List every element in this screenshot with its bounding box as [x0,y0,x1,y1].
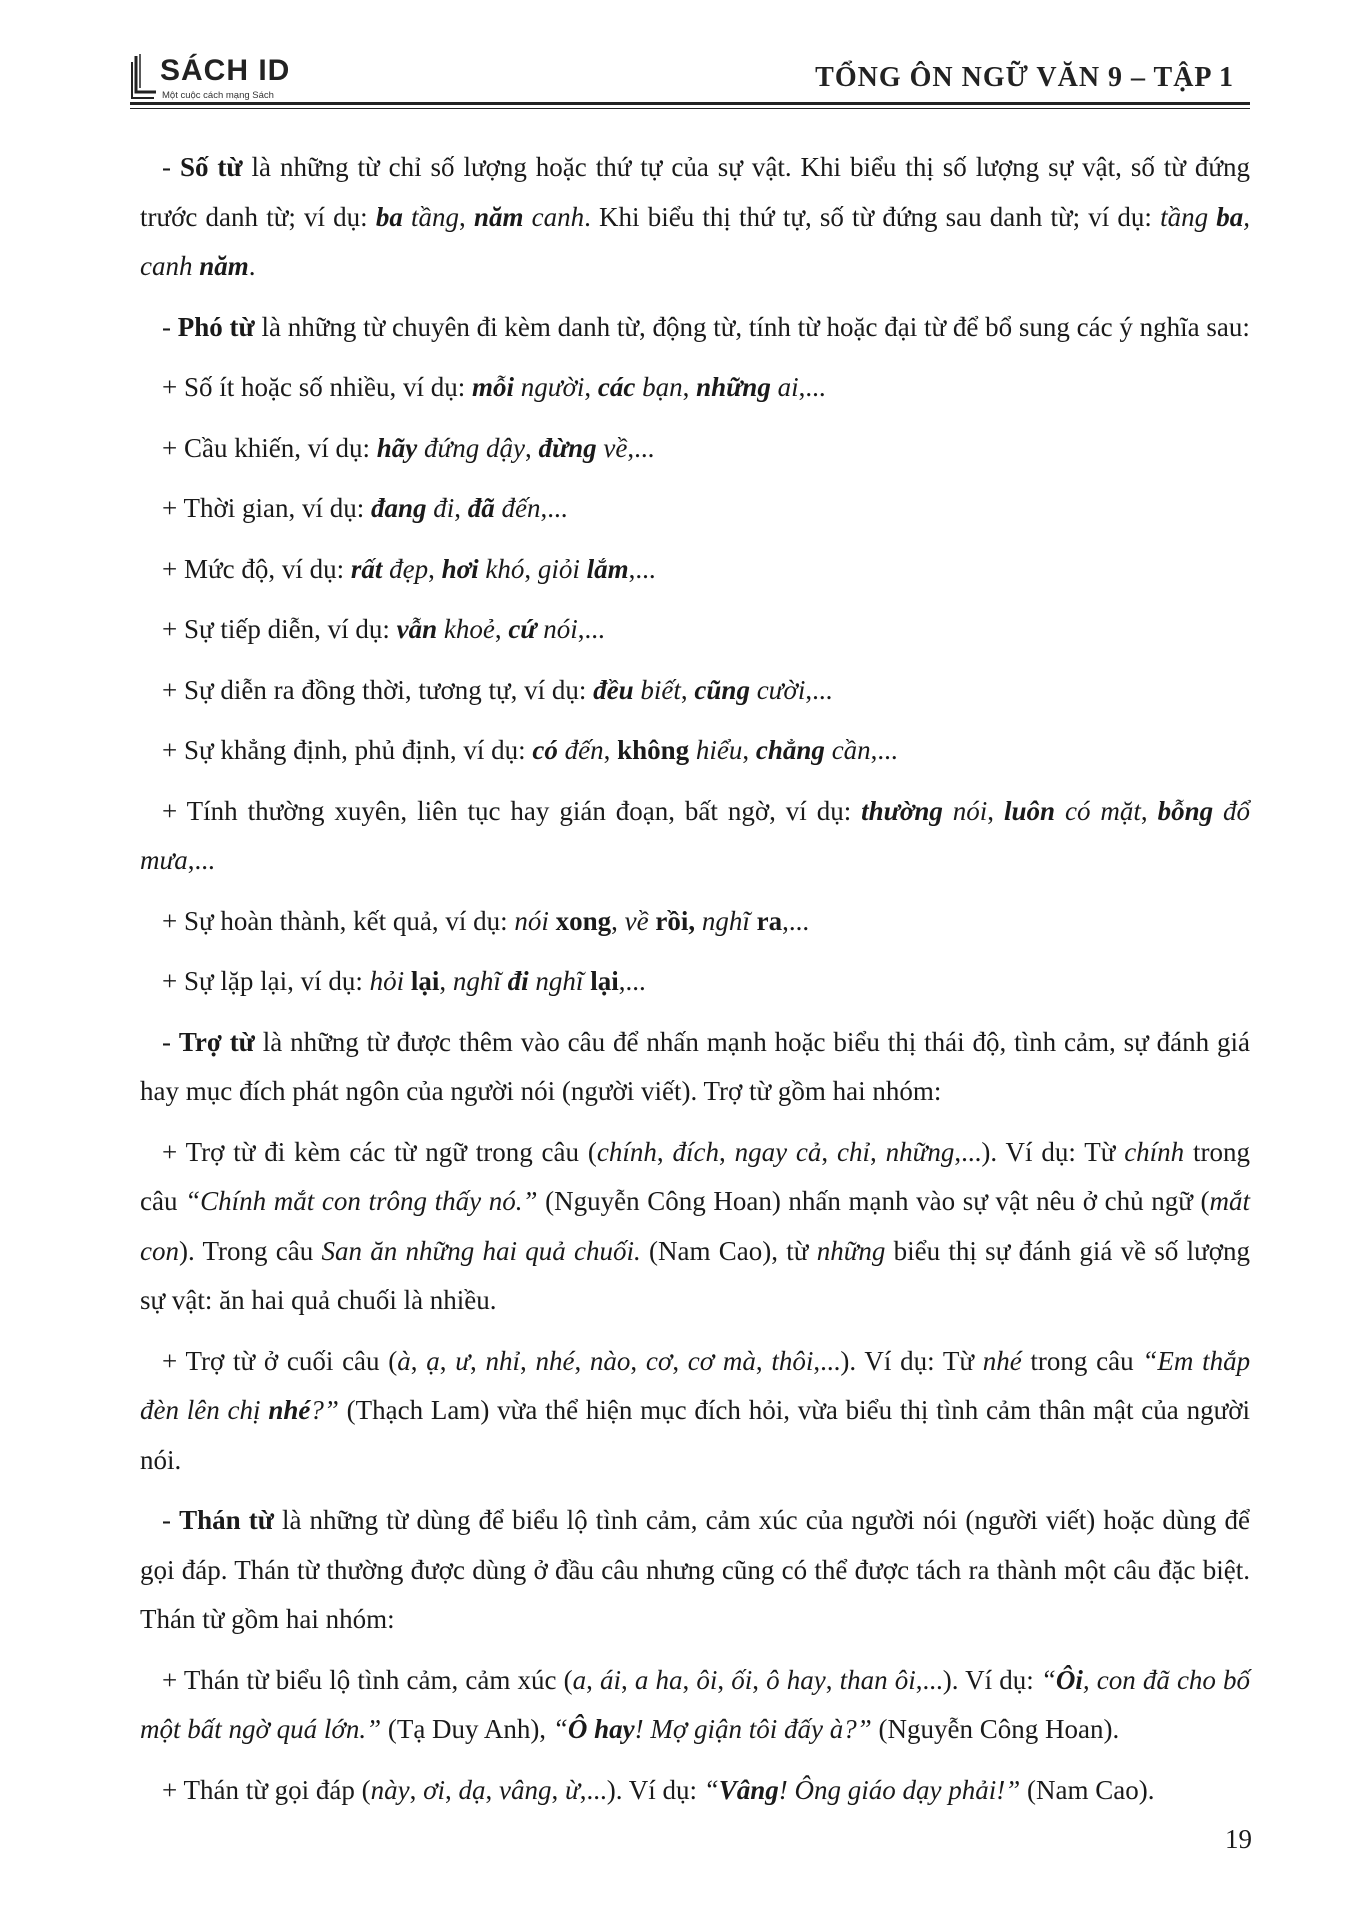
list-item: + Mức độ, ví dụ: rất đẹp, hơi khó, giỏi lắm,... [162,553,656,584]
list-item: + Trợ từ ở cuối câu (à, ạ, ư, nhỉ, nhé, nào, cơ, cơ mà, thôi,...). Ví dụ: Từ nhé trong câu “Em thắp đèn lên chị nhé?” (Thạch Lam) vừa thể hiện mục đích hỏi, vừa biểu thị tình cảm thân mật của người nói. [140,1345,1251,1475]
list-item: + Sự tiếp diễn, ví dụ: vẫn khoẻ, cứ nói,... [162,614,605,644]
list-item: + Thời gian, ví dụ: đang đi, đã đến,... [162,493,568,523]
list-item: + Sự hoàn thành, kết quả, ví dụ: nói xong, về rồi, nghĩ ra,... [162,905,810,936]
page-header [130,52,1250,108]
publisher-logo [130,52,350,108]
logo-name: SÁCH ID [160,54,291,87]
list-item: + Cầu khiến, ví dụ: hãy đứng dậy, đừng về,... [162,432,655,463]
header-rule-thin [130,108,1250,109]
list-item: + Trợ từ đi kèm các từ ngữ trong câu (chính, đích, ngay cả, chỉ, những,...). Ví dụ: Từ chính trong câu “Chính mắt con trông thấy nó.” (Nguyễn Công Hoan) nhấn mạnh vào sự vật nêu ở chủ ngữ (mắt con). Trong câu San ăn những hai quả chuối. (Nam Cao), từ những biểu thị sự đánh giá về số lượng sự vật: ăn hai quả chuối là nhiều. [140,1136,1251,1315]
list-item: + Sự diễn ra đồng thời, tương tự, ví dụ: đều biết, cũng cười,... [162,674,833,705]
paragraph-than-tu: - Thán từ là những từ dùng để biểu lộ tình cảm, cảm xúc của người nói (người viết) hoặc dùng để gọi đáp. Thán từ thường được dùng ở đầu câu nhưng cũng có thể được tách ra thành một câu đặc biệt. Thán từ gồm hai nhóm: [140,1505,1250,1634]
list-item: + Thán từ gọi đáp (này, ơi, dạ, vâng, ừ,...). Ví dụ: “Vâng! Ông giáo dạy phải!” (Nam Cao). [162,1774,1155,1805]
list-item: + Số ít hoặc số nhiều, ví dụ: mỗi người, các bạn, những ai,... [162,372,826,402]
paragraph-so-tu: - Số từ là những từ chỉ số lượng hoặc thứ tự của sự vật. Khi biểu thị số lượng sự vật, số từ đứng trước danh từ; ví dụ: ba tầng, năm canh. Khi biểu thị thứ tự, số từ đứng sau danh từ; ví dụ: tầng ba, canh năm. [140,152,1251,281]
page-body [140,143,1250,1826]
list-item: + Sự khẳng định, phủ định, ví dụ: có đến, không hiểu, chẳng cần,... [162,735,898,765]
list-item: + Thán từ biểu lộ tình cảm, cảm xúc (a, ái, a ha, ôi, ối, ô hay, than ôi,...). Ví dụ: “Ôi, con đã cho bố một bất ngờ quá lớn.” (Tạ Duy Anh), “Ô hay! Mợ giận tôi đấy à?” (Nguyễn Công Hoan). [140,1664,1251,1744]
paragraph-tro-tu: - Trợ từ là những từ được thêm vào câu để nhấn mạnh hoặc biểu thị thái độ, tình cảm, sự đánh giá hay mục đích phát ngôn của người nói (người viết). Trợ từ gồm hai nhóm: [140,1026,1250,1106]
list-item: + Tính thường xuyên, liên tục hay gián đoạn, bất ngờ, ví dụ: thường nói, luôn có mặt, bỗng đổ mưa,... [140,795,1251,875]
list-item: + Sự lặp lại, ví dụ: hỏi lại, nghĩ đi nghĩ lại,... [162,966,646,996]
page-number: 19 [1225,1824,1252,1854]
logo-slogan: Một cuộc cách mạng Sách [162,90,274,101]
paragraph-pho-tu: - Phó từ là những từ chuyên đi kèm danh từ, động từ, tính từ hoặc đại từ để bổ sung các ý nghĩa sau: [162,311,1250,342]
book-title: TỔNG ÔN NGỮ VĂN 9 – TẬP 1 [815,62,1234,93]
book-icon [130,52,160,104]
header-rule [130,102,1250,105]
